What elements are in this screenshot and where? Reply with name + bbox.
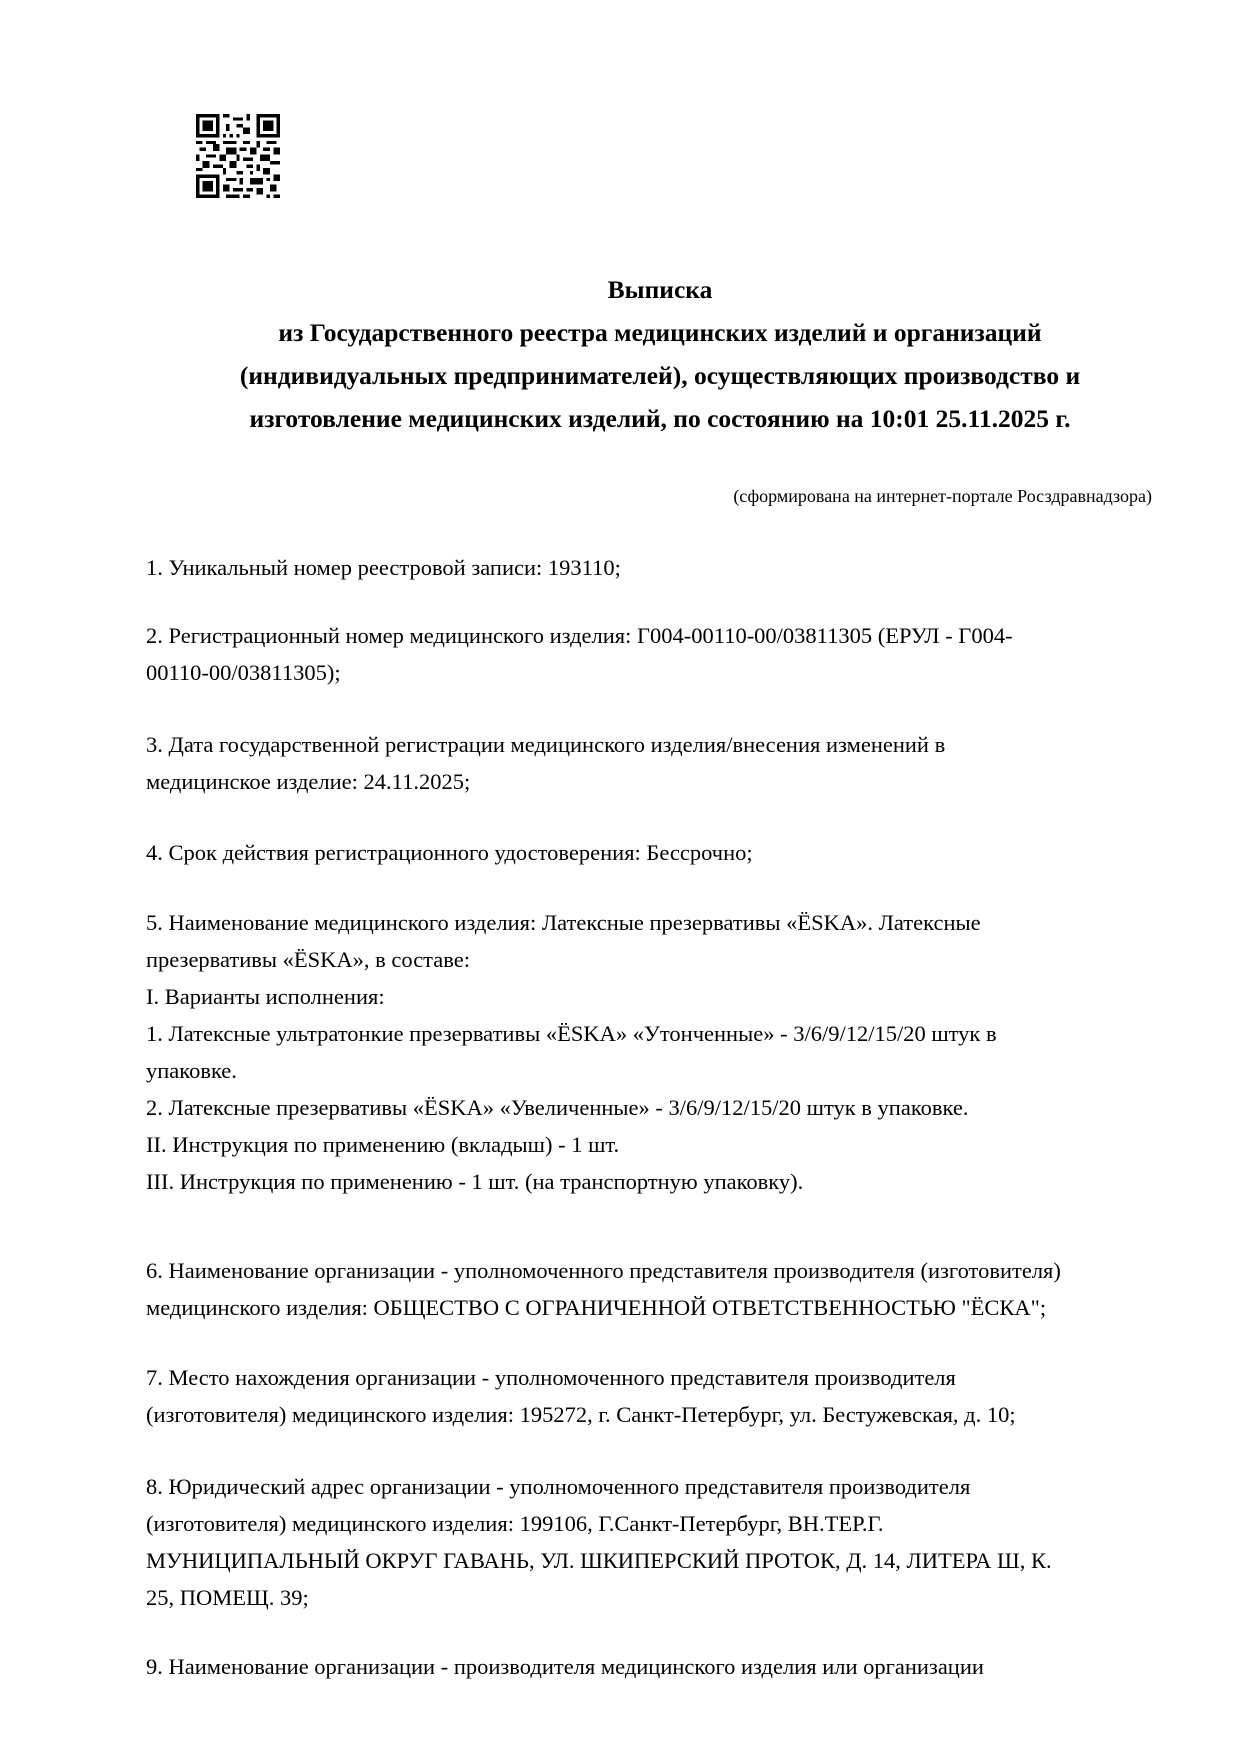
item-line: 2. Регистрационный номер медицинского изделия: Г004-00110-00/03811305 (ЕРУЛ - Г004- — [146, 623, 1013, 648]
item-line: II. Инструкция по применению (вкладыш) - 1 шт. — [146, 1132, 620, 1157]
qr-code-icon — [196, 114, 280, 198]
item-registration-number — [146, 617, 1186, 691]
item-line: презервативы «ЁSKA», в составе: — [146, 947, 471, 972]
item-line: упаковке. — [146, 1058, 237, 1083]
item-registration-date — [146, 726, 1186, 800]
item-line: МУНИЦИПАЛЬНЫЙ ОКРУГ ГАВАНЬ, УЛ. ШКИПЕРСКИЙ ПРОТОК, Д. 14, ЛИТЕРА Ш, К. — [146, 1548, 1052, 1573]
title-line-2: из Государственного реестра медицинских изделий и организаций — [278, 318, 1042, 347]
title-line-4: изготовление медицинских изделий, по состоянию на 10:01 25.11.2025 г. — [249, 404, 1071, 433]
item-validity-period — [146, 834, 1186, 871]
item-line: 9. Наименование организации - производителя медицинского изделия или организации — [146, 1654, 984, 1679]
item-line: 25, ПОМЕЩ. 39; — [146, 1585, 309, 1610]
item-line: 7. Место нахождения организации - уполномоченного представителя производителя — [146, 1365, 956, 1390]
item-device-name — [146, 904, 1186, 1200]
item-line: III. Инструкция по применению - 1 шт. (на транспортную упаковку). — [146, 1169, 804, 1194]
item-unique-number — [146, 549, 1186, 586]
title-line-1: Выписка — [607, 275, 713, 304]
item-line: 5. Наименование медицинского изделия: Латексные презервативы «ЁSKA». Латексные — [146, 910, 981, 935]
item-line: медицинского изделия: ОБЩЕСТВО С ОГРАНИЧЕННОЙ ОТВЕТСТВЕННОСТЬЮ "ЁСКА"; — [146, 1295, 1047, 1320]
item-line: (изготовителя) медицинского изделия: 199106, Г.Санкт-Петербург, ВН.ТЕР.Г. — [146, 1511, 884, 1536]
item-line: 3. Дата государственной регистрации медицинского изделия/внесения изменений в — [146, 732, 946, 757]
item-line: 2. Латексные презервативы «ЁSKA» «Увеличенные» - 3/6/9/12/15/20 штук в упаковке. — [146, 1095, 969, 1120]
item-manufacturer-name — [146, 1648, 1186, 1685]
item-line: медицинское изделие: 24.11.2025; — [146, 769, 471, 794]
item-legal-address — [146, 1468, 1186, 1616]
source-note: (сформирована на интернет-портале Росздравнадзора) — [733, 486, 1152, 506]
item-line: 4. Срок действия регистрационного удостоверения: Бессрочно; — [146, 840, 753, 865]
item-line: 1. Латексные ультратонкие презервативы «ЁSKA» «Утонченные» - 3/6/9/12/15/20 штук в — [146, 1021, 997, 1046]
item-representative-name — [146, 1252, 1186, 1326]
item-representative-location — [146, 1359, 1186, 1433]
title-line-3: (индивидуальных предпринимателей), осуществляющих производство и — [239, 361, 1081, 390]
item-line: (изготовителя) медицинского изделия: 195272, г. Санкт-Петербург, ул. Бестужевская, д. 10; — [146, 1402, 1016, 1427]
item-line: 1. Уникальный номер реестровой записи: 193110; — [146, 555, 621, 580]
item-line: I. Варианты исполнения: — [146, 984, 385, 1009]
item-line: 8. Юридический адрес организации - уполномоченного представителя производителя — [146, 1474, 971, 1499]
item-line: 6. Наименование организации - уполномоченного представителя производителя (изготовителя) — [146, 1258, 1061, 1283]
item-line: 00110-00/03811305); — [146, 660, 341, 685]
document-title — [160, 268, 1160, 440]
